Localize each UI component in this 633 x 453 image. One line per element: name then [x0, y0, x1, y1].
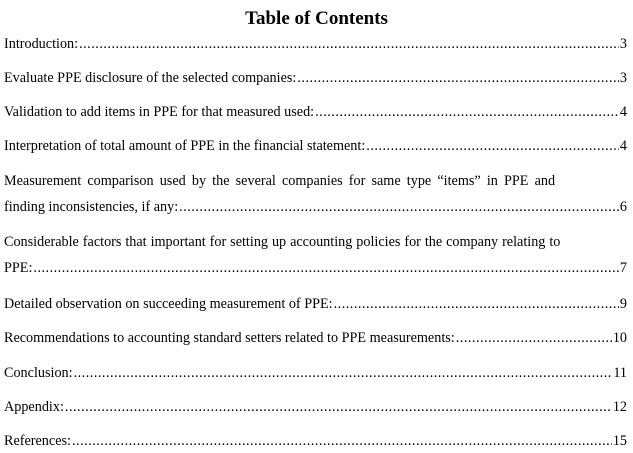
- toc-page-number: 12: [612, 399, 627, 415]
- toc-entry-first-line: [4, 170, 627, 192]
- toc-entry-text: Conclusion:: [4, 365, 73, 381]
- dot-leader: [79, 33, 619, 55]
- toc-entry-text: Introduction:: [4, 36, 79, 52]
- toc-page-number: 6: [619, 199, 627, 215]
- toc-entry-text: Evaluate PPE disclosure of the selected companies:: [4, 70, 297, 86]
- toc-entry-references[interactable]: [4, 430, 627, 452]
- dot-leader: [72, 430, 612, 452]
- dot-leader: [366, 135, 619, 157]
- toc-entry-first-line: [4, 231, 627, 253]
- toc-page-number: 11: [613, 365, 627, 381]
- toc-entry-text: Interpretation of total amount of PPE in the financial statement:: [4, 138, 366, 154]
- toc-entry-text: Validation to add items in PPE for that measured used:: [4, 104, 315, 120]
- toc-entry-measurement-comparison[interactable]: [4, 170, 627, 218]
- toc-title: Table of Contents: [245, 8, 388, 29]
- dot-leader: [334, 293, 619, 315]
- toc-entry-recommendations[interactable]: [4, 327, 627, 349]
- toc-entry-text: Recommendations to accounting standard setters related to PPE measurements:: [4, 330, 455, 346]
- toc-entry-text-line1: Measurement comparison used by the several companies for same type “items” in PPE and: [4, 173, 556, 189]
- toc-page-number: 4: [619, 138, 627, 154]
- toc-page-number: 10: [612, 330, 627, 346]
- toc-page-number: 15: [612, 433, 627, 449]
- dot-leader: [65, 396, 612, 418]
- toc-entry-text: finding inconsistencies, if any:: [4, 199, 179, 215]
- dot-leader: [33, 257, 619, 279]
- toc-entry-detailed-observation[interactable]: [4, 293, 627, 315]
- toc-page-number: 9: [619, 296, 627, 312]
- toc-page-number: 3: [619, 70, 627, 86]
- dot-leader: [315, 101, 619, 123]
- toc-entry-conclusion[interactable]: [4, 362, 627, 384]
- toc-entry-considerable-factors[interactable]: [4, 231, 627, 279]
- toc-entry-evaluate-ppe-disclosure[interactable]: [4, 67, 627, 89]
- toc-entry-appendix[interactable]: [4, 396, 627, 418]
- toc-entry-text-line1: Considerable factors that important for setting up accounting policies for the company relating to: [4, 234, 561, 250]
- dot-leader: [456, 327, 612, 349]
- dot-leader: [297, 67, 619, 89]
- toc-entry-introduction[interactable]: [4, 33, 627, 55]
- toc-entry-validation-add-items[interactable]: [4, 101, 627, 123]
- toc-entry-text: Detailed observation on succeeding measurement of PPE:: [4, 296, 333, 312]
- toc-entry-text: References:: [4, 433, 71, 449]
- toc-entry-interpretation-total-ppe[interactable]: [4, 135, 627, 157]
- toc-entry-text: Appendix:: [4, 399, 64, 415]
- dot-leader: [74, 362, 613, 384]
- toc-page-number: 4: [619, 104, 627, 120]
- toc-page-number: 7: [619, 260, 627, 276]
- toc-page-number: 3: [619, 36, 627, 52]
- toc-entry-text: PPE:: [4, 260, 33, 276]
- dot-leader: [179, 196, 619, 218]
